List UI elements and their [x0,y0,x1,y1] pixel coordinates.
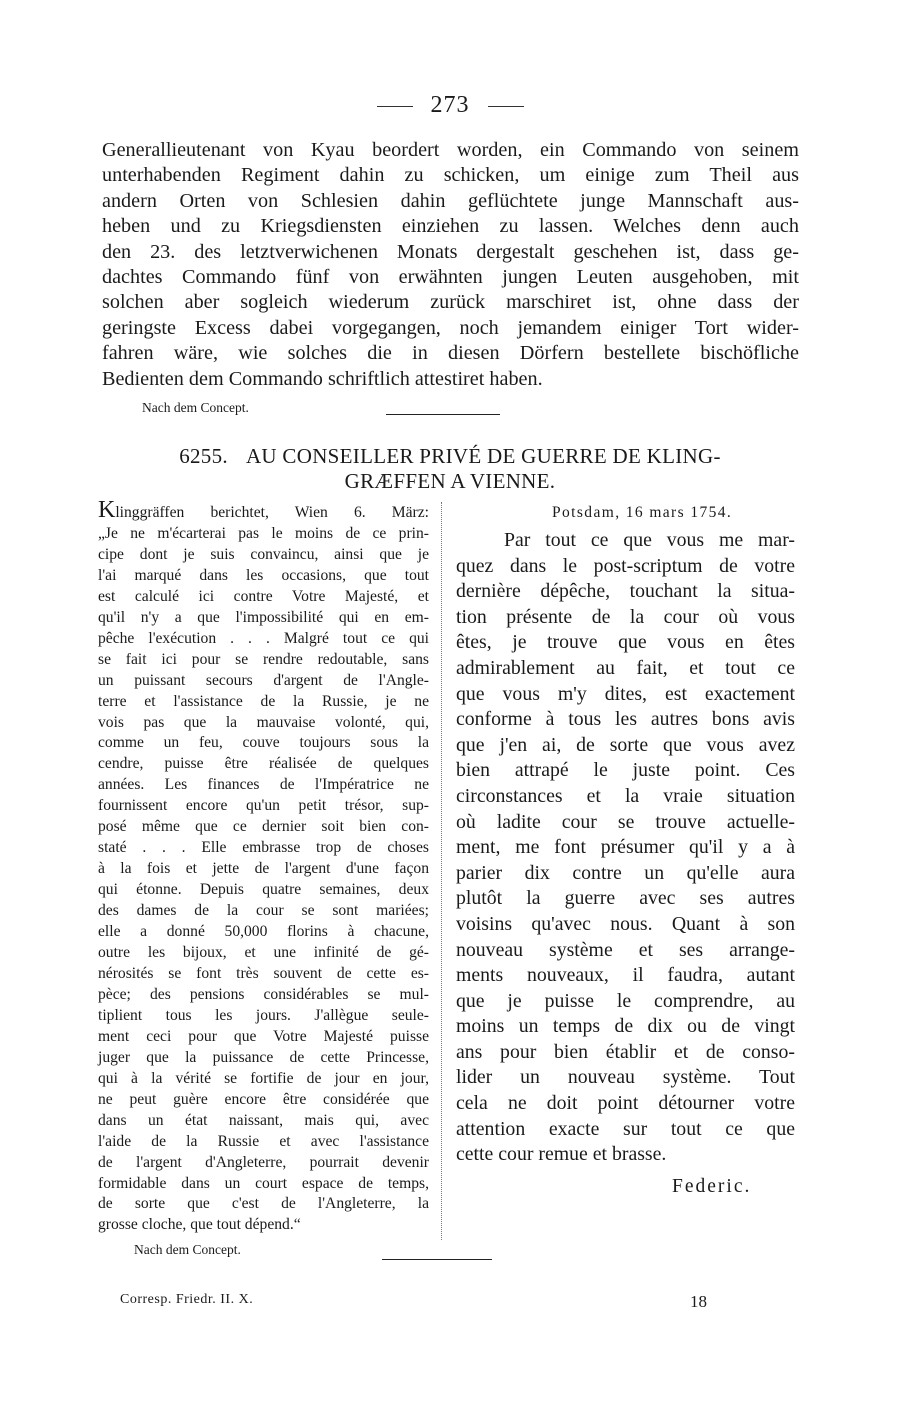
letter-line: dernière dépêche, touchant la situa- [456,580,795,603]
source-note: Nach dem Concept. [142,400,249,415]
report-excerpt-column [98,497,429,1236]
report-line: formidable dans un court espace de temps, [98,1174,429,1192]
letter-line: Par tout ce que vous me mar- [504,529,795,551]
letter-line: nouveau système et ses arrange- [456,938,795,961]
report-line: de l'argent d'Angleterre, pourrait devenir [98,1153,429,1171]
report-first-line [98,497,429,524]
letter-number: 6255. [179,444,228,468]
report-line: cendre, puisse être réalisée de quelques [98,755,429,773]
top-para-line: Generallieutenant von Kyau beordert worden, ein Commando von seinem [102,139,799,161]
report-line: juger que la puissance de cette Princesse, [98,1048,429,1066]
letter-line: que vous m'y dites, est exactement [456,682,795,705]
report-line: se fait ici pour se rendre redoutable, sans [98,650,429,668]
report-line: ne peut guère encore être considérée que [98,1090,429,1108]
letter-line: cette cour remue et brasse. [456,1143,667,1166]
report-line: outre les bijoux, et une infinité de gé- [98,944,429,962]
report-line: terre et l'assistance de la Russie, je ne [98,692,429,710]
letter-line: cela ne doit point détourner votre [456,1092,795,1115]
heading-line-1: AU CONSEILLER PRIVÉ DE GUERRE DE KLING- [245,444,721,468]
report-line: de sorte que c'est de l'Angleterre, la [98,1195,429,1213]
report-line: qui étonne. Depuis quatre semaines, deux [98,881,429,899]
report-line: à la fois et jette de l'argent d'une façon [98,860,429,878]
letter-line: que je puisse le comprendre, au [456,989,795,1012]
top-para-line: andern Orten von Schlesien dahin geflüchtete junge Mannschaft aus- [102,189,799,212]
letter-line: conforme à tous les autres bons avis [456,708,795,731]
report-line: est calculé ici contre Votre Majesté, et [98,587,429,605]
top-para-line: den 23. des letztverwichenen Monats dergestalt geschehen ist, dass ge- [102,240,799,263]
letter-line: que j'en ai, de sorte que vous avez [456,733,795,756]
letter-line: admirablement au fait, et tout ce [456,656,795,679]
top-para-line: heben und zu Kriegsdiensten einziehen zu lassen. Welches denn auch [102,215,799,238]
page-header [0,92,900,119]
report-line: vois pas que la mauvaise volonté, qui, [98,713,429,731]
drop-cap: K [98,497,116,523]
letter-line: quez dans le post-scriptum de votre [456,554,795,577]
top-para-line: Bedienten dem Commando schriftlich attestiret haben. [102,367,543,390]
column-divider [441,502,442,1240]
letter-line: où ladite cour se trouve actuelle- [456,810,795,833]
report-line: comme un feu, couve toujours sous la [98,734,429,752]
report-line: qu'il n'y a que l'impossibilité qui en em- [98,608,429,626]
letter-line: ans pour bien établir et de conso- [456,1040,795,1063]
letter-line: moins un temps de dix ou de vingt [456,1015,795,1038]
letter-line: ments nouveaux, il faudra, autant [456,964,795,987]
letter-dateline: Potsdam, 16 mars 1754. [552,504,733,521]
section-rule [382,1259,492,1260]
report-line: tiplient tous les jours. J'allègue seule- [98,1006,429,1024]
report-line: l'ai marqué dans les occasions, que tout [98,566,429,584]
letter-line: circonstances et la vraie situation [456,784,795,807]
signature-mark: 18 [690,1292,707,1311]
report-line: cipe dont je suis convaincu, ainsi que je [98,545,429,563]
top-paragraph [102,138,799,392]
report-line: fournissent encore qu'un petit trésor, sup- [98,797,429,815]
source-note: Nach dem Concept. [134,1242,241,1257]
heading-line-2: GRÆFFEN A VIENNE. [344,469,556,493]
page-number: 273 [430,92,470,118]
top-para-line: solchen aber sogleich wiederum zurück marschiret ist, ohne dass der [102,291,799,314]
report-line: qui à la vérité se fortifie de jour en jour, [98,1069,429,1087]
report-line: staté . . . Elle embrasse trop de choses [98,839,429,857]
report-line: pêche l'exécution . . . Malgré tout ce qui [98,629,429,647]
letter-line: êtes, je trouve que vous en êtes [456,631,795,654]
signature: Federic. [672,1176,752,1197]
footer-source: Corresp. Friedr. II. X. [120,1292,254,1307]
letter-heading [100,444,800,494]
letter-body-column [456,528,795,1168]
report-line: ment ceci pour que Votre Majesté puisse [98,1027,429,1045]
section-rule [386,414,500,415]
top-para-line: dachtes Commando fünf von erwähnten jungen Leuten ausgehoben, mit [102,266,799,289]
report-line: elle a donné 50,000 florins à chacune, [98,923,429,941]
top-para-line: geringste Excess dabei vorgegangen, noch jemandem einiger Tort wider- [102,316,799,339]
letter-line: voisins qu'avec nous. Quant à son [456,912,795,935]
report-line: grosse cloche, que tout dépend.“ [98,1216,301,1234]
report-line: des dames de la cour se sont mariées; [98,902,429,920]
report-line: dans un état naissant, mais qui, avec [98,1111,429,1129]
report-line: un puissant secours d'argent de l'Angle- [98,671,429,689]
letter-line: attention exacte sur tout ce que [456,1117,795,1140]
letter-line: lider un nouveau système. Tout [456,1066,795,1089]
report-line: années. Les finances de l'Impératrice ne [98,776,429,794]
report-line: pèce; des pensions considérables se mul- [98,985,429,1003]
letter-line: bien attrapé le juste point. Ces [456,759,795,782]
report-line: posé même que ce dernier soit bien con- [98,818,429,836]
report-line: nérosités se font très souvent de cette es- [98,964,429,982]
header-rule-right [488,106,524,107]
top-para-line: fahren wäre, wie solches die in diesen Dörfern bestellete bischöfliche [102,342,799,365]
letter-line: tion présente de la cour où vous [456,605,795,628]
top-para-line: unterhabenden Regiment dahin zu schicken, um einige zum Theil aus [102,164,799,187]
letter-line: ment, me font présumer qu'il y a à [456,836,795,859]
header-rule-left [377,106,413,107]
report-line: l'aide de la Russie et avec l'assistance [98,1132,429,1150]
report-line: „Je ne m'écarterai pas le moins de ce prin- [98,524,429,542]
letter-line: parier dix contre un qu'elle aura [456,861,795,884]
report-intro: linggräffen berichtet, Wien 6. März: [115,504,429,521]
letter-line: plutôt la guerre avec ses autres [456,887,795,910]
